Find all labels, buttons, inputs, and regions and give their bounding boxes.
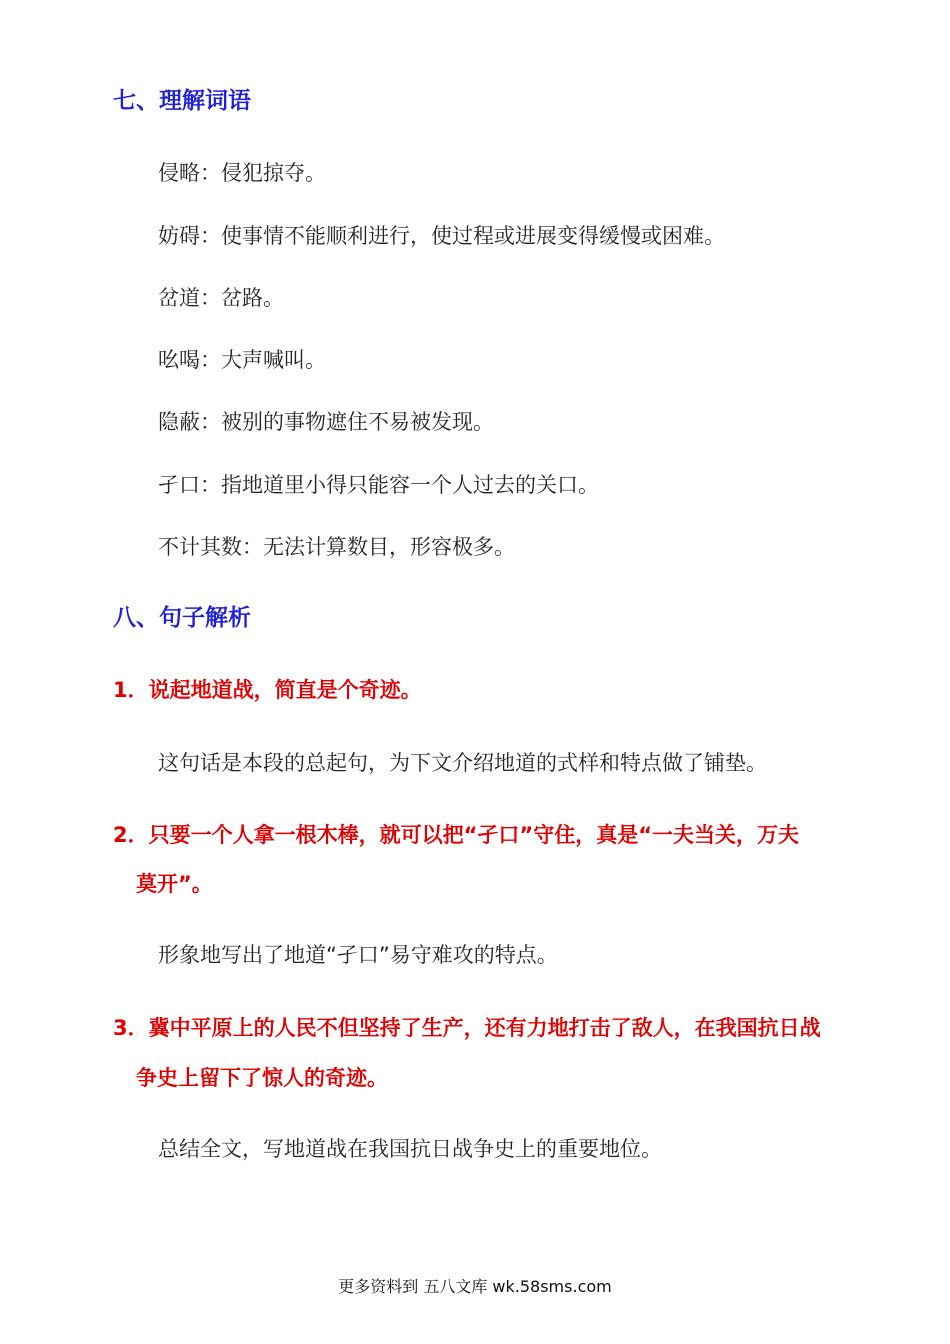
term-definition: 吆喝：大声喊叫。	[158, 348, 326, 372]
sentence-3-explanation: 总结全文，写地道战在我国抗日战争史上的重要地位。	[158, 1137, 662, 1161]
section-7-title: 七、理解词语	[113, 88, 251, 114]
term-definition: 孑口：指地道里小得只能容一个人过去的关口。	[158, 473, 599, 497]
section-8-title: 八、句子解析	[113, 605, 251, 631]
term-definition: 侵略：侵犯掠夺。	[158, 161, 326, 185]
sentence-2-explanation: 形象地写出了地道“孑口”易守难攻的特点。	[158, 943, 558, 967]
sentence-1-explanation: 这句话是本段的总起句，为下文介绍地道的式样和特点做了铺垫。	[158, 751, 767, 775]
term-definition: 不计其数：无法计算数目，形容极多。	[158, 535, 515, 559]
sentence-3-continued: 争史上留下了惊人的奇迹。	[136, 1066, 388, 1090]
sentence-2-continued: 莫开”。	[136, 872, 213, 896]
term-definition: 妨碍：使事情不能顺利进行，使过程或进展变得缓慢或困难。	[158, 224, 725, 248]
term-definition: 隐蔽：被别的事物遮住不易被发现。	[158, 410, 494, 434]
footer-link-text: 更多资料到 五八文库 wk.58sms.com	[338, 1277, 612, 1296]
sentence-2: 2．只要一个人拿一根木棒，就可以把“孑口”守住，真是“一夫当关，万夫	[113, 823, 800, 847]
sentence-1: 1．说起地道战，简直是个奇迹。	[113, 678, 422, 702]
term-definition: 岔道：岔路。	[158, 286, 284, 310]
sentence-3: 3．冀中平原上的人民不但坚持了生产，还有力地打击了敌人，在我国抗日战	[113, 1016, 821, 1040]
